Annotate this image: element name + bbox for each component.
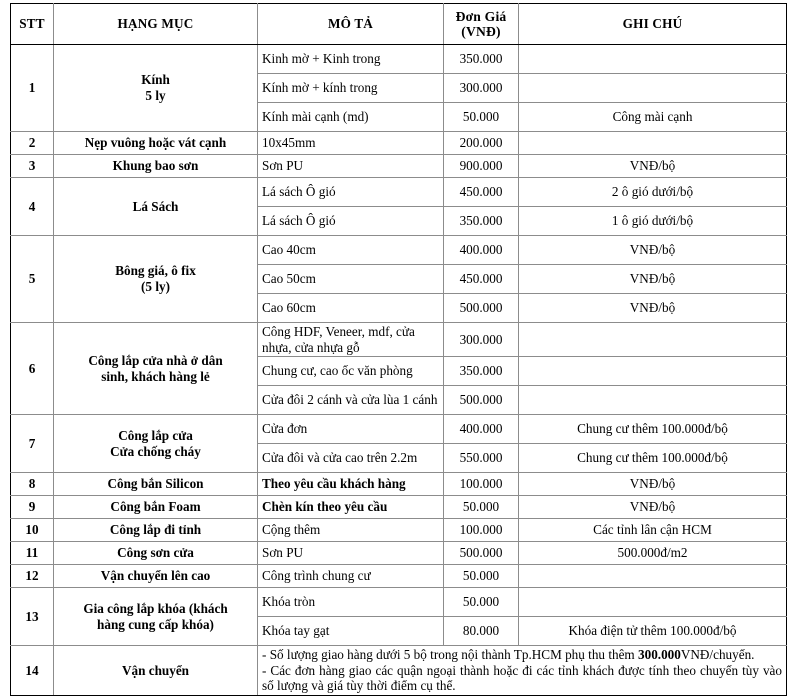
cell-stt: 9 [11,496,54,519]
cell-note: 2 ô gió dưới/bộ [519,178,787,207]
cell-item-line1: Công lắp đi tỉnh [109,522,202,538]
cell-item-line2: (5 ly) [141,279,170,294]
table-row [11,565,787,588]
cell-description: Khóa tròn [258,588,444,617]
cell-item [54,565,258,588]
cell-stt: 6 [11,323,54,415]
cell-note: Khóa điện tử thêm 100.000đ/bộ [519,617,787,646]
cell-unit-price: 100.000 [444,473,519,496]
cell-note: Chung cư thêm 100.000đ/bộ [519,444,787,473]
cell-unit-price: 400.000 [444,415,519,444]
table-row [11,132,787,155]
cell-description: Cửa đôi và cửa cao trên 2.2m [258,444,444,473]
cell-unit-price: 500.000 [444,294,519,323]
cell-description: Cửa đơn [258,415,444,444]
cell-unit-price: 300.000 [444,323,519,357]
cell-note [519,386,787,415]
cell-unit-price: 900.000 [444,155,519,178]
cell-item [54,236,258,323]
cell-unit-price: 350.000 [444,207,519,236]
cell-note [519,565,787,588]
cell-note [519,357,787,386]
table-row [11,415,787,444]
cell-description: Theo yêu cầu khách hàng [258,473,444,496]
cell-description: Công trình chung cư [258,565,444,588]
table-row [11,519,787,542]
price-table [10,3,787,696]
cell-note: VNĐ/bộ [519,294,787,323]
cell-unit-price: 350.000 [444,357,519,386]
cell-item-line1: Nẹp vuông hoặc vát cạnh [84,135,227,151]
shipping-note-1a: - Số lượng giao hàng dưới 5 bộ trong nội thành Tp.HCM phụ thu thêm [262,647,638,663]
cell-stt: 12 [11,565,54,588]
cell-stt: 14 [11,646,54,696]
cell-item [54,45,258,132]
cell-note: VNĐ/bộ [519,236,787,265]
cell-item [54,519,258,542]
cell-unit-price: 400.000 [444,236,519,265]
cell-unit-price: 550.000 [444,444,519,473]
cell-note: VNĐ/bộ [519,473,787,496]
cell-description: Lá sách Ô gió [258,207,444,236]
cell-description: Cao 40cm [258,236,444,265]
shipping-note-1b: VNĐ/chuyến. [680,647,755,663]
header-desc: MÔ TẢ [258,4,444,45]
cell-unit-price: 350.000 [444,45,519,74]
cell-unit-price: 50.000 [444,103,519,132]
cell-note [519,74,787,103]
cell-description: Chung cư, cao ốc văn phòng [258,357,444,386]
cell-unit-price: 100.000 [444,519,519,542]
cell-item-line2: 5 ly [145,88,166,103]
cell-description: Khóa tay gạt [258,617,444,646]
cell-description: Sơn PU [258,155,444,178]
cell-stt: 11 [11,542,54,565]
table-header-row [11,4,787,45]
cell-description: Kinh mờ + Kinh trong [258,45,444,74]
cell-note: VNĐ/bộ [519,496,787,519]
cell-stt: 8 [11,473,54,496]
cell-item-line1: Công bắn Foam [110,499,201,515]
cell-unit-price: 450.000 [444,265,519,294]
header-note: GHI CHÚ [519,4,787,45]
cell-note: 500.000đ/m2 [519,542,787,565]
header-stt: STT [11,4,54,45]
cell-description: Chèn kín theo yêu cầu [258,496,444,519]
cell-description: Công HDF, Veneer, mdf, cửa nhựa, cửa nhựa gỗ [258,323,444,357]
cell-stt: 2 [11,132,54,155]
cell-note [519,132,787,155]
shipping-surcharge-amount: 300.000 [638,647,681,663]
cell-stt: 7 [11,415,54,473]
cell-unit-price: 500.000 [444,386,519,415]
cell-unit-price: 300.000 [444,74,519,103]
price-table-sheet [10,3,786,696]
cell-description: Kính mờ + kính trong [258,74,444,103]
cell-item: Vận chuyển [54,646,258,696]
cell-item-line1: Công lắp cửa [118,428,193,444]
cell-item-line1: Công bắn Silicon [107,476,204,492]
cell-item-line2: sinh, khách hàng lẻ [101,368,210,384]
cell-item-line1: Gia công lắp khóa (khách [83,601,228,617]
header-price [444,4,519,45]
cell-item-line1: Vận chuyển lên cao [100,568,211,584]
cell-item-line1: Công lắp cửa nhà ở dân [88,353,223,368]
cell-note: Các tỉnh lân cận HCM [519,519,787,542]
cell-item [54,178,258,236]
cell-note: 1 ô gió dưới/bộ [519,207,787,236]
cell-stt: 1 [11,45,54,132]
cell-note: Chung cư thêm 100.000đ/bộ [519,415,787,444]
cell-item [54,415,258,473]
header-item: HẠNG MỤC [54,4,258,45]
cell-item-line1: Kính [141,72,170,88]
cell-description: Cửa đôi 2 cánh và cửa lùa 1 cánh [258,386,444,415]
cell-item [54,542,258,565]
cell-unit-price: 500.000 [444,542,519,565]
shipping-note-line-2: - Các đơn hàng giao các quận ngoại thành hoặc đi các tỉnh khách được tính theo chuyến tùy vào số lượng và giá tùy thời điểm cụ thể. [262,662,782,694]
cell-item-line2: hàng cung cấp khóa) [97,616,214,632]
cell-unit-price: 450.000 [444,178,519,207]
cell-description: Lá sách Ô gió [258,178,444,207]
shipping-note-line-1 [262,647,782,663]
cell-item-line1: Công sơn cửa [117,545,194,561]
table-row-shipping [11,646,787,696]
cell-item [54,323,258,415]
cell-note [519,45,787,74]
cell-stt: 10 [11,519,54,542]
cell-description: Cộng thêm [258,519,444,542]
cell-note: VNĐ/bộ [519,155,787,178]
cell-item [54,496,258,519]
cell-unit-price: 50.000 [444,588,519,617]
cell-stt: 4 [11,178,54,236]
header-price-line1: Đơn Giá [455,8,507,24]
cell-stt: 3 [11,155,54,178]
cell-stt: 13 [11,588,54,646]
table-row [11,473,787,496]
cell-description: Cao 50cm [258,265,444,294]
cell-item-line1: Lá Sách [132,198,179,214]
table-row [11,236,787,265]
table-row [11,45,787,74]
cell-description: 10x45mm [258,132,444,155]
cell-item-line2: Cửa chống cháy [110,443,201,459]
cell-unit-price: 50.000 [444,496,519,519]
cell-note [519,588,787,617]
cell-shipping-note [258,646,787,696]
table-row [11,323,787,357]
cell-unit-price: 200.000 [444,132,519,155]
cell-stt: 5 [11,236,54,323]
cell-item [54,588,258,646]
cell-note: VNĐ/bộ [519,265,787,294]
cell-item [54,473,258,496]
table-row [11,542,787,565]
table-row [11,496,787,519]
table-row [11,178,787,207]
header-price-line2: (VNĐ) [461,24,501,39]
cell-description: Sơn PU [258,542,444,565]
cell-note [519,323,787,357]
cell-item-line1: Khung bao sơn [112,158,199,174]
cell-description: Cao 60cm [258,294,444,323]
table-row [11,155,787,178]
cell-item [54,155,258,178]
cell-note: Công mài cạnh [519,103,787,132]
cell-description: Kính mài cạnh (md) [258,103,444,132]
cell-unit-price: 80.000 [444,617,519,646]
cell-item-line1: Bông giá, ô fix [115,263,196,279]
cell-unit-price: 50.000 [444,565,519,588]
cell-item [54,132,258,155]
table-row [11,588,787,617]
